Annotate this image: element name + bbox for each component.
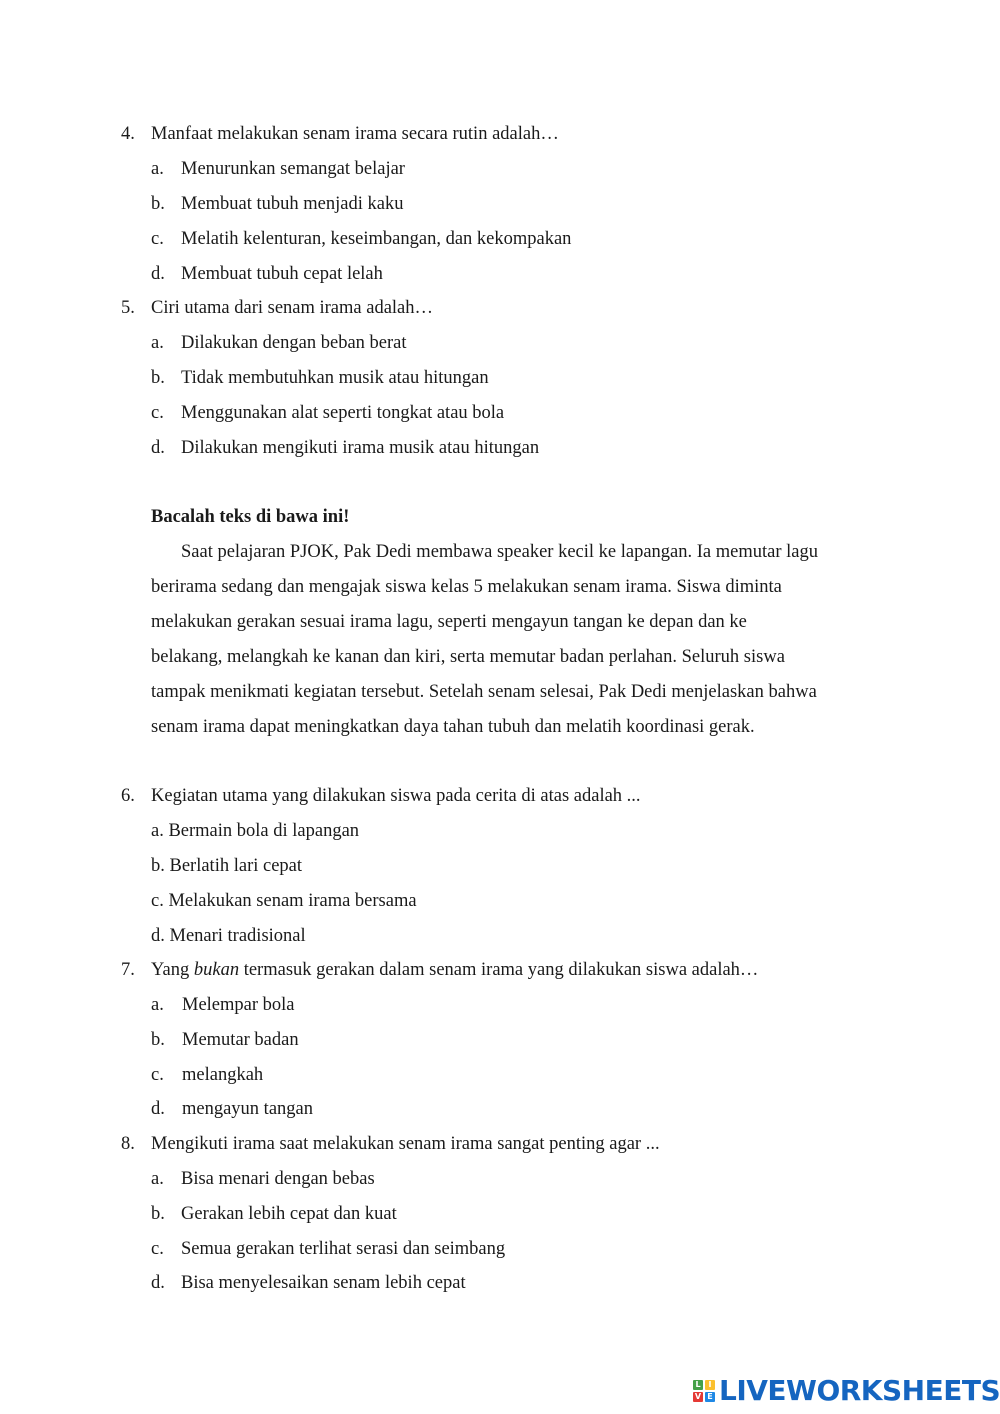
- question-text: Ciri utama dari senam irama adalah…: [151, 298, 434, 318]
- question-text: Kegiatan utama yang dilakukan siswa pada cerita di atas adalah ...: [151, 786, 641, 806]
- option-c: [151, 228, 164, 250]
- option-d-text: Bisa menyelesaikan senam lebih cepat: [181, 1273, 466, 1293]
- option-b: [151, 193, 165, 215]
- reading-heading: Bacalah teks di bawa ini!: [151, 507, 350, 527]
- option-b: [151, 367, 165, 389]
- question-number: 8.: [121, 1134, 135, 1154]
- option-a-text: Menurunkan semangat belajar: [181, 159, 405, 179]
- option-letter: c.: [151, 229, 164, 249]
- option-d-text: Dilakukan mengikuti irama musik atau hitungan: [181, 438, 540, 458]
- option-a: [151, 332, 164, 354]
- option-letter: a.: [151, 333, 164, 353]
- option-a: [151, 994, 164, 1016]
- question-text-after: termasuk gerakan dalam senam irama yang dilakukan siswa adalah…: [239, 960, 759, 980]
- option-d: [151, 263, 165, 285]
- question-text: Manfaat melakukan senam irama secara rutin adalah…: [151, 124, 559, 144]
- option-c: [151, 402, 164, 424]
- option-letter: a.: [151, 159, 164, 179]
- option-letter: a.: [151, 1169, 164, 1189]
- question-number: 7.: [121, 960, 135, 980]
- option-c-text: melangkah: [182, 1065, 264, 1085]
- option-c-text: Melatih kelenturan, keseimbangan, dan kekompakan: [181, 229, 572, 249]
- option-d-text: d. Menari tradisional: [151, 926, 306, 946]
- option-letter: c.: [151, 403, 164, 423]
- reading-line: senam irama dapat meningkatkan daya tahan tubuh dan melatih koordinasi gerak.: [151, 717, 755, 737]
- liveworksheets-logo: [693, 1374, 1000, 1408]
- question-number: 5.: [121, 298, 135, 318]
- option-c: [151, 1238, 164, 1260]
- logo-mark-letter: I: [705, 1380, 715, 1390]
- option-b: [151, 1203, 165, 1225]
- option-d: [151, 437, 165, 459]
- option-b-text: Gerakan lebih cepat dan kuat: [181, 1204, 397, 1224]
- option-letter: d.: [151, 1273, 165, 1293]
- option-d: [151, 1272, 165, 1294]
- reading-line: belakang, melangkah ke kanan dan kiri, serta memutar badan perlahan. Seluruh siswa: [151, 647, 785, 667]
- option-letter: d.: [151, 1099, 165, 1119]
- option-letter: d.: [151, 264, 165, 284]
- option-a: [151, 158, 164, 180]
- reading-line: Saat pelajaran PJOK, Pak Dedi membawa speaker kecil ke lapangan. Ia memutar lagu: [181, 542, 818, 562]
- option-b: [151, 1029, 165, 1051]
- option-b-text: b. Berlatih lari cepat: [151, 856, 303, 876]
- option-a-text: Melempar bola: [182, 995, 295, 1015]
- option-b-text: Tidak membutuhkan musik atau hitungan: [181, 368, 489, 388]
- logo-mark-letter: V: [694, 1392, 702, 1401]
- question-text-emphasis: bukan: [193, 960, 240, 980]
- option-c-text: Menggunakan alat seperti tongkat atau bola: [181, 403, 505, 423]
- question-number: 4.: [121, 124, 135, 144]
- option-c: [151, 1064, 164, 1086]
- option-letter: b.: [151, 1204, 165, 1224]
- reading-line: melakukan gerakan sesuai irama lagu, seperti mengayun tangan ke depan dan ke: [151, 612, 747, 632]
- option-b-text: Membuat tubuh menjadi kaku: [181, 194, 404, 214]
- option-c-text: c. Melakukan senam irama bersama: [151, 891, 417, 911]
- question-text: [151, 959, 758, 981]
- option-a-text: Dilakukan dengan beban berat: [181, 333, 407, 353]
- logo-mark-icon: [693, 1380, 715, 1402]
- option-c-text: Semua gerakan terlihat serasi dan seimbang: [181, 1239, 506, 1259]
- option-d-text: mengayun tangan: [182, 1099, 313, 1119]
- option-d: [151, 1098, 165, 1120]
- option-a: [151, 1168, 164, 1190]
- option-a-text: a. Bermain bola di lapangan: [151, 821, 360, 841]
- option-a-text: Bisa menari dengan bebas: [181, 1169, 375, 1189]
- option-letter: b.: [151, 1030, 165, 1050]
- reading-line: berirama sedang dan mengajak siswa kelas 5 melakukan senam irama. Siswa diminta: [151, 577, 782, 597]
- logo-mark-letter: E: [705, 1392, 715, 1402]
- option-letter: b.: [151, 194, 165, 214]
- logo-mark-letter: L: [693, 1380, 703, 1390]
- option-letter: b.: [151, 368, 165, 388]
- logo-text: LIVEWORKSHEETS: [719, 1374, 1000, 1407]
- reading-line: tampak menikmati kegiatan tersebut. Setelah senam selesai, Pak Dedi menjelaskan bahwa: [151, 682, 817, 702]
- option-letter: d.: [151, 438, 165, 458]
- option-letter: c.: [151, 1065, 164, 1085]
- option-letter: a.: [151, 995, 164, 1015]
- question-text-before: Yang: [151, 960, 194, 980]
- question-number: 6.: [121, 786, 135, 806]
- option-b-text: Memutar badan: [182, 1030, 299, 1050]
- question-text: Mengikuti irama saat melakukan senam irama sangat penting agar ...: [151, 1134, 660, 1154]
- option-d-text: Membuat tubuh cepat lelah: [181, 264, 383, 284]
- option-letter: c.: [151, 1239, 164, 1259]
